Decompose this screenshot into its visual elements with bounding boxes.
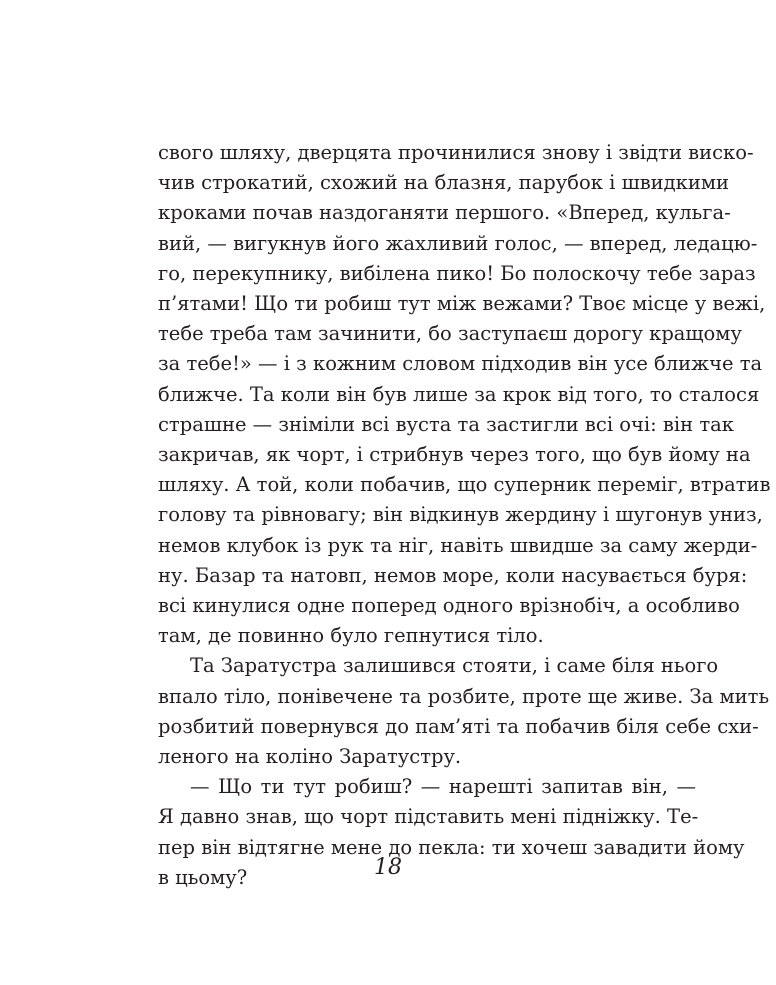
text-line: пер він відтягне мене до пекла: ти хочеш завадити йому: [158, 835, 745, 859]
text-line: Я давно знав, що чорт підставить мені підніжку. Те-: [158, 805, 699, 829]
text-line: вий, — вигукнув його жахливий голос, — вперед, ледацю-: [158, 231, 758, 255]
text-line: немов клубок із рук та ніг, навіть швидше за саму жерди-: [158, 533, 758, 557]
text-line: голову та рівновагу; він відкинув жердину і шугонув униз,: [158, 503, 763, 527]
text-line: за тебе!» — і з кожним словом підходив він усе ближче та: [158, 352, 763, 376]
text-line: страшне — зніміли всі вуста та застигли всі очі: він так: [158, 412, 734, 436]
text-line: в цьому?: [158, 865, 248, 889]
text-line: розбитий повернувся до пам’яті та побачив біля себе схи-: [158, 714, 759, 738]
text-line: кроками почав наздоганяти першого. «Вперед, кульга-: [158, 201, 731, 225]
text-line: ну. Базар та натовп, немов море, коли насувається буря:: [158, 563, 748, 587]
page-number: 18: [374, 855, 402, 880]
text-line: свого шляху, дверцята прочинилися знову і звідти виско-: [158, 141, 754, 164]
paragraph: [158, 138, 771, 651]
text-line: леного на коліно Заратустру.: [158, 745, 462, 769]
text-line: ближче. Та коли він був лише за крок від того, то сталося: [158, 382, 760, 406]
text-line: го, перекупнику, вибілена пико! Бо полоскочу тебе зараз: [158, 261, 756, 285]
text-line: Та Заратустра залишився стояти, і саме біля нього: [190, 654, 719, 678]
paragraph: [158, 651, 770, 772]
text-line: тебе треба там зачинити, бо заступаєш дорогу кращому: [158, 322, 742, 346]
text-line: — Що ти тут робиш? — нарешті запитав він, —: [190, 775, 696, 799]
text-line: шляху. А той, коли побачив, що суперник переміг, втратив: [158, 473, 771, 497]
text-line: всі кинулися одне поперед одного врізнобіч, а особливо: [158, 594, 740, 618]
body-text: [158, 138, 771, 893]
text-line: п’ятами! Що ти робиш тут між вежами? Твоє місце у вежі,: [158, 292, 766, 316]
text-line: там, де повинно було гепнутися тіло.: [158, 624, 544, 648]
text-line: впало тіло, понівечене та розбите, проте ще живе. За мить: [158, 684, 770, 708]
text-line: закричав, як чорт, і стрибнув через того, що був йому на: [158, 443, 751, 467]
text-line: чив строкатий, схожий на блазня, парубок і швидкими: [158, 171, 730, 195]
